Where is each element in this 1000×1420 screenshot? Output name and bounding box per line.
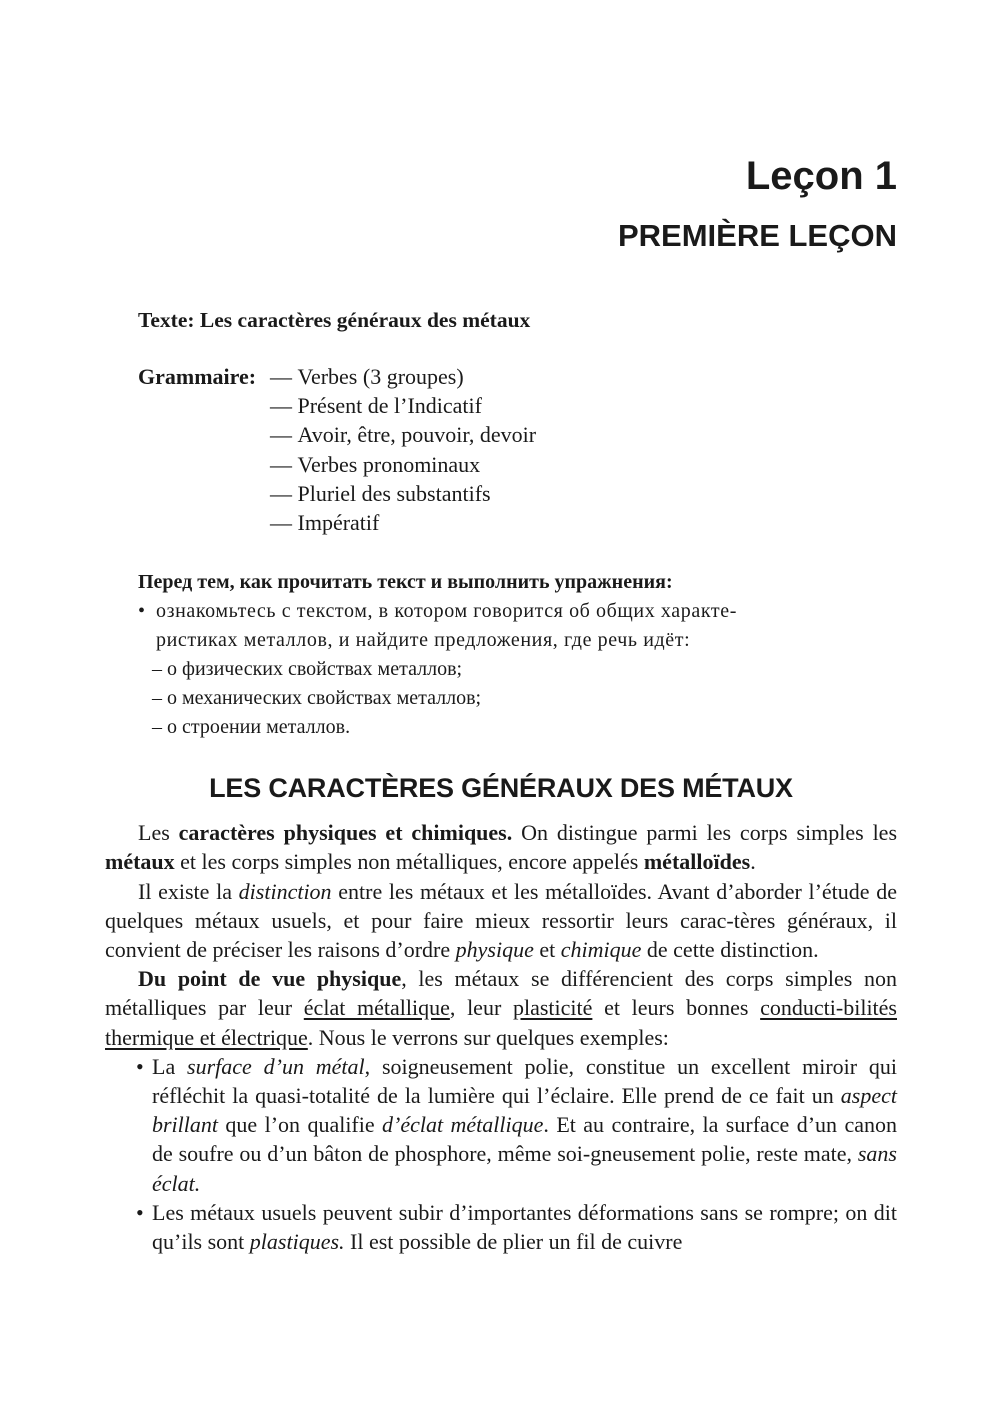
body-text bbox=[105, 818, 897, 1256]
instructions-heading: Перед тем, как прочитать текст и выполнить упражнения: bbox=[138, 571, 673, 594]
example-item bbox=[136, 1052, 898, 1198]
paragraph-1 bbox=[105, 818, 897, 876]
grammar-item: — Pluriel des substantifs bbox=[270, 479, 536, 508]
bullet-icon: • bbox=[136, 1199, 144, 1225]
bold-run: Du point de vue physique bbox=[138, 966, 402, 992]
bold-run: caractères physiques et chimiques. bbox=[178, 820, 513, 846]
italic-run: aspect brillant bbox=[152, 1083, 897, 1138]
instructions-dash-item: – о физических свойствах металлов; bbox=[152, 655, 897, 684]
text-run: La bbox=[152, 1053, 188, 1079]
instructions-block bbox=[138, 568, 897, 742]
italic-run: chimique bbox=[560, 937, 642, 963]
text-run: et leurs bonnes bbox=[592, 995, 761, 1021]
underline-run: conducti-bilités thermique et électrique bbox=[105, 995, 897, 1050]
text-run: et les corps simples non métalliques, encore appelés bbox=[174, 849, 644, 875]
text-run: . bbox=[750, 849, 756, 875]
grammar-item: — Présent de l’Indicatif bbox=[270, 391, 536, 420]
instructions-bullet bbox=[138, 597, 897, 655]
grammar-item: — Verbes (3 groupes) bbox=[270, 362, 536, 391]
grammar-item: — Verbes pronominaux bbox=[270, 450, 536, 479]
text-run: Les métaux usuels peuvent subir d’importantes déformations sans se rompre; on dit qu’ils sont bbox=[152, 1199, 897, 1255]
text-run: . Et au contraire, la surface d’un canon de soufre ou d’un bâton de phosphore, même soi-gneusement polie, reste mate, bbox=[152, 1112, 897, 1167]
text-run: Il existe la bbox=[138, 878, 239, 904]
texte-label: Texte: bbox=[138, 308, 195, 332]
underline-run: plasticité bbox=[512, 995, 593, 1021]
text-run: , soigneusement polie, constitue un excellent miroir qui réfléchit la quasi-totalité de la lumière qui l’éclaire. Elle prend de ce fait un bbox=[152, 1053, 898, 1109]
text-run: Il est possible de plier un fil de cuivre bbox=[344, 1229, 683, 1255]
paragraph-3 bbox=[105, 964, 897, 1052]
example-item bbox=[136, 1198, 897, 1256]
section-title: LES CARACTÈRES GÉNÉRAUX DES MÉTAUX bbox=[209, 773, 793, 804]
texte-line bbox=[138, 306, 897, 335]
lesson-number: Leçon 1 bbox=[745, 154, 897, 198]
text-run: , leur bbox=[449, 995, 513, 1021]
examples-list bbox=[105, 1052, 897, 1256]
bullet-icon: • bbox=[138, 600, 146, 623]
grammar-block bbox=[138, 362, 897, 537]
text-run: entre les métaux et les métalloïdes. Avant d’aborder l’étude de quelques métaux usuels, et pour faire mieux ressortir leurs carac-tères généraux, il convient de préciser les raisons d’ordre bbox=[105, 878, 897, 963]
italic-run: plastiques. bbox=[249, 1229, 345, 1255]
page bbox=[105, 150, 897, 1256]
italic-run: physique bbox=[455, 937, 534, 963]
bold-run: métalloïdes bbox=[643, 849, 751, 875]
instructions-bullet-line: ознакомьтесь с текстом, в котором говорится об общих характе- bbox=[156, 600, 737, 623]
lesson-title: PREMIÈRE LEÇON bbox=[617, 218, 897, 253]
italic-run: surface d’un métal bbox=[187, 1053, 365, 1079]
grammar-item: — Impératif bbox=[270, 508, 536, 537]
grammar-label: Grammaire: bbox=[138, 364, 257, 389]
grammar-item: — Avoir, être, pouvoir, devoir bbox=[270, 420, 536, 449]
underline-run: éclat métallique bbox=[303, 995, 450, 1021]
instructions-bullet-line: ристиках металлов, и найдите предложения, где речь идёт: bbox=[156, 629, 691, 652]
italic-run: distinction bbox=[238, 878, 332, 904]
grammar-list bbox=[270, 362, 536, 537]
instructions-dash-list bbox=[138, 655, 897, 742]
instructions-dash-item: – о механических свойствах металлов; bbox=[152, 684, 897, 713]
text-run: de cette distinction. bbox=[641, 937, 819, 963]
text-run: et bbox=[533, 937, 561, 963]
text-run: On distingue parmi les corps simples les bbox=[512, 820, 898, 846]
bullet-icon: • bbox=[136, 1053, 144, 1079]
text-run: que l’on qualifie bbox=[218, 1112, 383, 1138]
paragraph-2 bbox=[105, 877, 897, 965]
texte-value: Les caractères généraux des métaux bbox=[199, 308, 531, 332]
italic-run: sans éclat. bbox=[152, 1141, 897, 1196]
text-run: . Nous le verrons sur quelques exemples: bbox=[307, 1024, 669, 1050]
bold-run: métaux bbox=[105, 849, 175, 875]
text-run: Les bbox=[138, 820, 179, 846]
instructions-dash-item: – о строении металлов. bbox=[152, 713, 897, 742]
text-run: , les métaux se différencient des corps simples non métalliques par leur bbox=[105, 966, 898, 1021]
italic-run: d’éclat métallique bbox=[382, 1112, 544, 1138]
